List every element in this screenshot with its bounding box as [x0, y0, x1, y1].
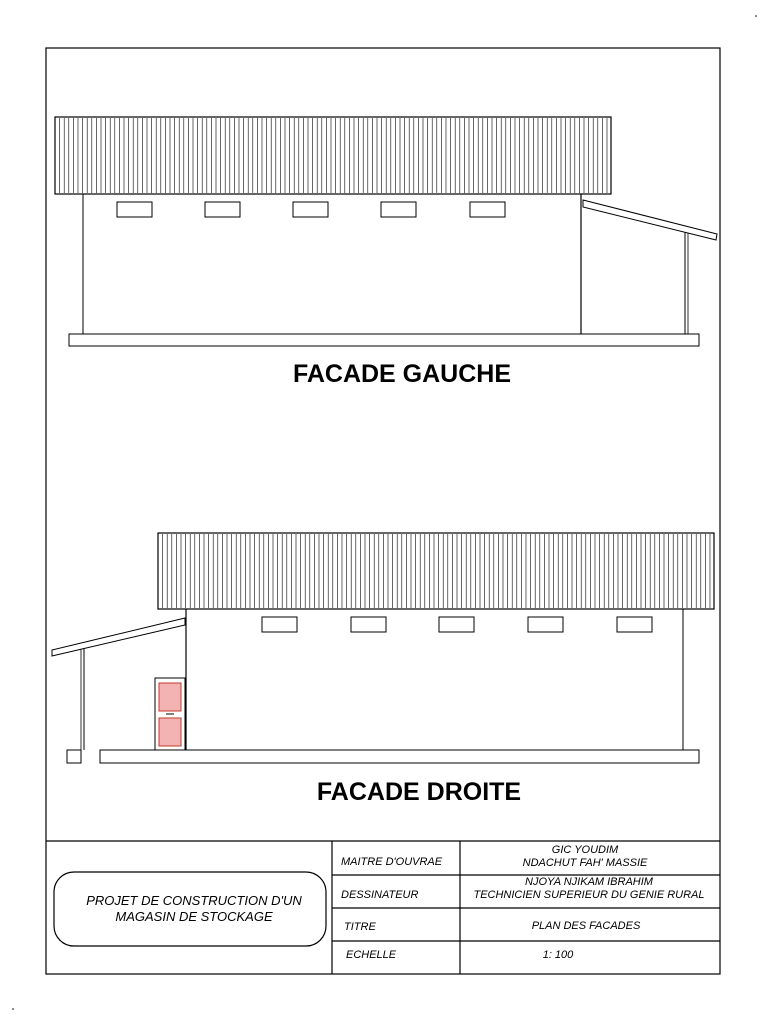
window — [117, 202, 152, 217]
door — [155, 678, 185, 750]
roof-left — [55, 117, 611, 194]
corner-mark — [755, 15, 757, 17]
window — [351, 617, 386, 632]
project-name-line1: PROJET DE CONSTRUCTION D'UN — [86, 893, 302, 908]
door-panel-upper — [159, 683, 181, 711]
window — [205, 202, 240, 217]
window — [262, 617, 297, 632]
window — [617, 617, 652, 632]
label-titre: TITRE — [344, 921, 376, 933]
door-panel-lower — [159, 718, 181, 746]
value-dessinateur-line2: TECHNICIEN SUPERIEUR DU GENIE RURAL — [473, 889, 705, 901]
base-slab-left — [69, 334, 699, 346]
facade-gauche-title: FACADE GAUCHE — [292, 360, 512, 388]
window — [293, 202, 328, 217]
column-footing — [67, 750, 81, 763]
label-maitre-ouvrage: MAITRE D'OUVRAE — [341, 856, 443, 868]
windows-left — [117, 202, 505, 217]
label-echelle: ECHELLE — [346, 949, 397, 961]
value-dessinateur-line1: NJOYA NJIKAM IBRAHIM — [525, 876, 653, 888]
value-echelle: 1: 100 — [542, 949, 574, 961]
corner-mark — [12, 1008, 14, 1010]
facade-gauche — [55, 117, 717, 388]
value-maitre-ouvrage-line2: NDACHUT FAH' MASSIE — [522, 857, 648, 869]
facade-droite-title: FACADE DROITE — [316, 778, 522, 806]
title-block — [46, 841, 720, 974]
window — [470, 202, 505, 217]
shed-left — [583, 200, 717, 334]
facade-droite — [52, 533, 714, 806]
window — [439, 617, 474, 632]
base-slab-right — [100, 750, 699, 763]
roof-right — [158, 533, 714, 609]
label-dessinateur: DESSINATEUR — [341, 889, 419, 901]
window — [381, 202, 416, 217]
project-name-line2: MAGASIN DE STOCKAGE — [115, 909, 273, 924]
value-titre: PLAN DES FACADES — [531, 920, 641, 932]
value-maitre-ouvrage-line1: GIC YOUDIM — [551, 844, 619, 856]
windows-right — [262, 617, 652, 632]
window — [528, 617, 563, 632]
